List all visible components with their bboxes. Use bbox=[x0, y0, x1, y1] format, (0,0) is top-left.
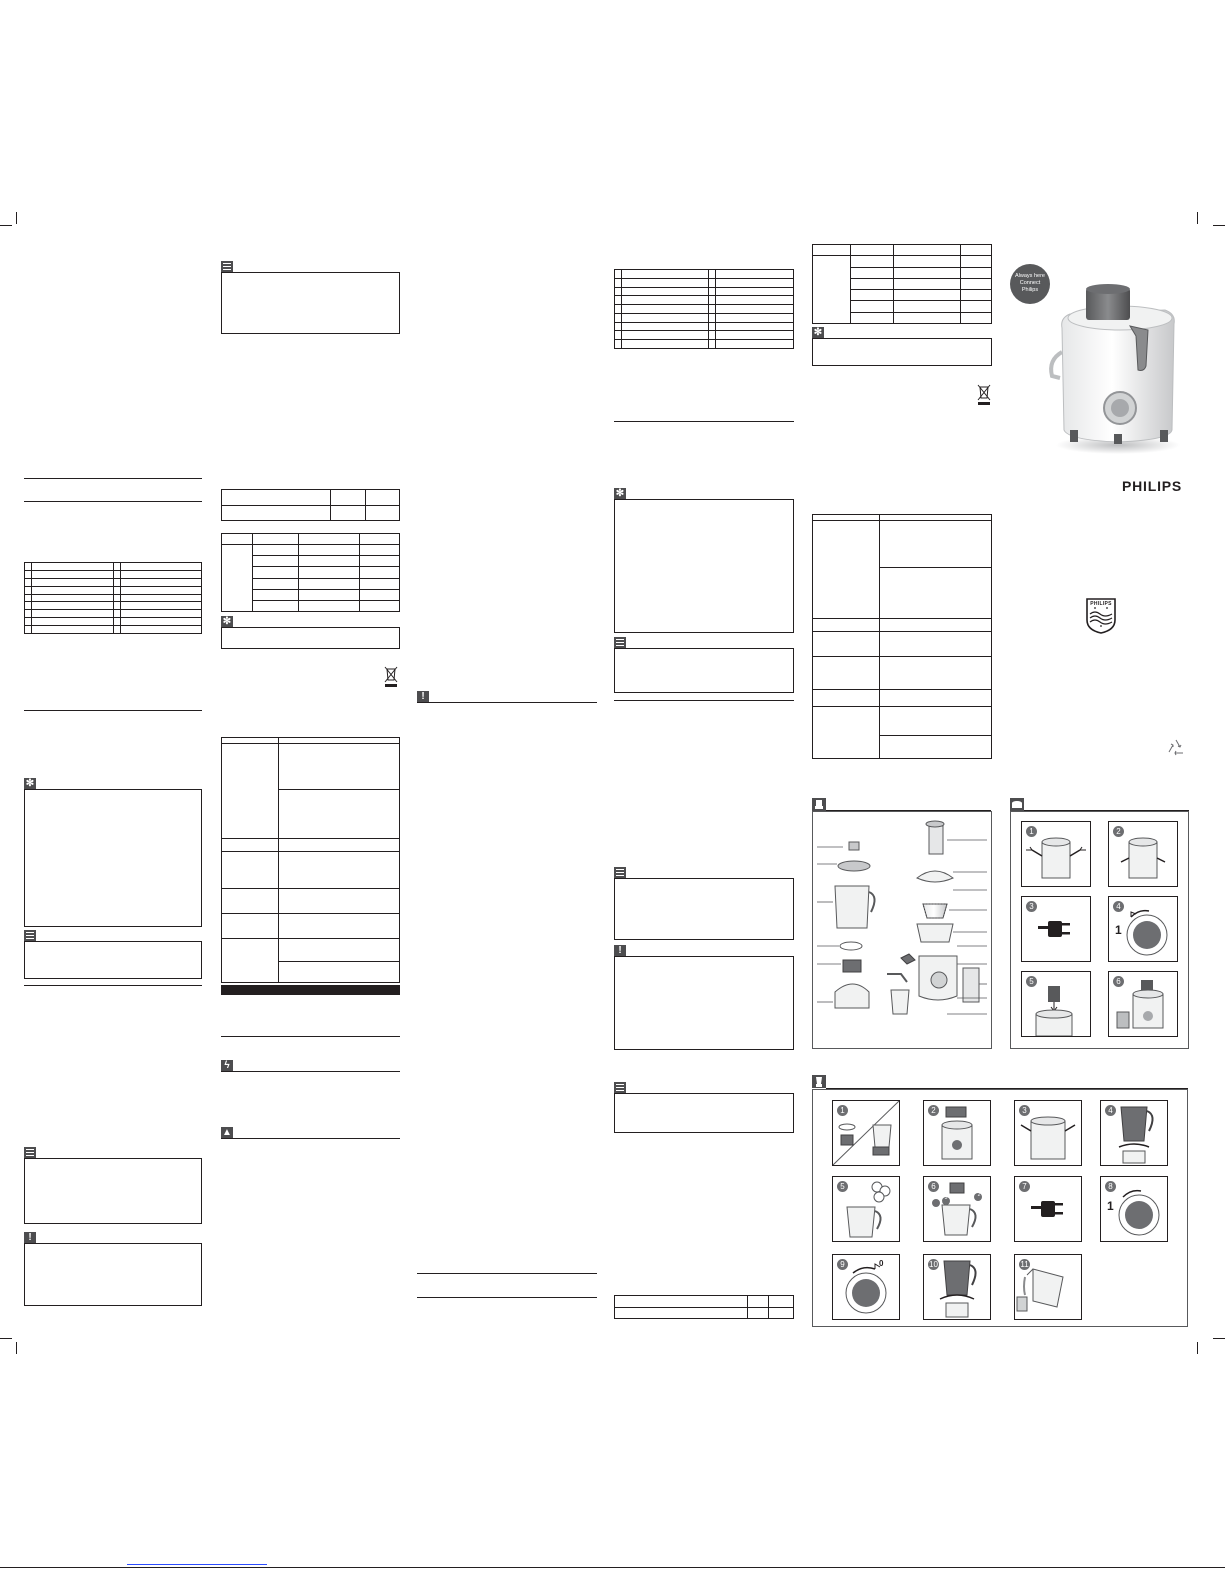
blender-step-7 bbox=[1014, 1176, 1082, 1242]
tip-icon: ✻ bbox=[813, 327, 823, 338]
juicer-assembly-icon bbox=[1010, 798, 1024, 811]
speed-zero-label: 0 bbox=[879, 1259, 884, 1268]
tip-box bbox=[614, 499, 794, 633]
blender-step-11 bbox=[1014, 1254, 1082, 1320]
juicer-step-3 bbox=[1021, 896, 1091, 962]
note-box bbox=[221, 272, 400, 334]
juicer-step-6 bbox=[1108, 971, 1178, 1037]
blender-step-8 bbox=[1100, 1176, 1168, 1242]
sticker-line-2: Connect bbox=[1019, 280, 1041, 286]
note-box bbox=[614, 878, 794, 940]
step-number: 9 bbox=[837, 1259, 848, 1270]
blender-step-5 bbox=[832, 1176, 900, 1242]
juicer-section-icon bbox=[812, 798, 826, 811]
juicer-parts-panel bbox=[812, 811, 992, 1049]
step-number: 2 bbox=[928, 1105, 939, 1116]
warning-icon: ▲ bbox=[222, 1127, 232, 1138]
note-icon bbox=[24, 930, 36, 941]
blender-step-3 bbox=[1014, 1100, 1082, 1166]
note-box bbox=[24, 1158, 202, 1224]
caution-box bbox=[24, 1243, 202, 1306]
caution-icon: ! bbox=[417, 691, 429, 702]
parts-table-1 bbox=[24, 562, 202, 634]
caution-icon: ! bbox=[614, 945, 626, 956]
step-number: 8 bbox=[1105, 1181, 1116, 1192]
speed-label: 1 bbox=[1107, 1199, 1114, 1213]
recycle-icon bbox=[1166, 738, 1186, 756]
note-icon bbox=[221, 261, 233, 272]
step-number: 10 bbox=[929, 1260, 938, 1269]
spec-table-2 bbox=[614, 1295, 794, 1319]
recipe-table bbox=[221, 533, 400, 612]
tip-icon: ✻ bbox=[615, 488, 625, 499]
step-number: 2 bbox=[1113, 826, 1124, 837]
note-box bbox=[614, 648, 794, 693]
crossed-bin-icon bbox=[384, 666, 398, 688]
troubleshooting-table-2 bbox=[812, 514, 992, 759]
step-number: 5 bbox=[1026, 976, 1037, 987]
section-bar bbox=[221, 985, 400, 995]
shield-text: PHILIPS bbox=[1090, 601, 1112, 607]
step-number: 6 bbox=[1113, 976, 1124, 987]
lightning-icon: ϟ bbox=[221, 1060, 233, 1071]
tip-icon: ✻ bbox=[222, 616, 232, 627]
note-icon bbox=[614, 1082, 626, 1093]
sub-marker-3: 3 bbox=[944, 1195, 948, 1201]
tip-box bbox=[812, 338, 992, 366]
juicer-step-1 bbox=[1021, 821, 1091, 887]
footer-link[interactable] bbox=[127, 1552, 267, 1565]
blender-step-9 bbox=[832, 1254, 900, 1320]
sticker-line-3: Philips bbox=[1021, 287, 1039, 293]
sub-marker-2: 2 bbox=[977, 1192, 981, 1198]
note-box bbox=[614, 1093, 794, 1133]
caution-icon: ! bbox=[24, 1232, 36, 1243]
tip-box bbox=[24, 789, 202, 927]
step-number: 4 bbox=[1113, 901, 1124, 912]
juicer-step-5 bbox=[1021, 971, 1091, 1037]
step-number: 5 bbox=[837, 1181, 848, 1192]
blender-step-10 bbox=[923, 1254, 991, 1320]
step-number: 6 bbox=[928, 1181, 939, 1192]
tip-box bbox=[221, 627, 400, 649]
troubleshooting-table-1 bbox=[221, 737, 400, 983]
blender-step-1 bbox=[832, 1100, 900, 1166]
note-icon bbox=[614, 867, 626, 878]
step-number: 11 bbox=[1020, 1260, 1029, 1269]
step-number: 1 bbox=[837, 1105, 848, 1116]
step-number: 3 bbox=[1019, 1105, 1030, 1116]
step-number: 7 bbox=[1019, 1181, 1030, 1192]
parts-table-2 bbox=[614, 269, 794, 349]
speed-label: 1 bbox=[1115, 923, 1122, 937]
juicer-step-4 bbox=[1108, 896, 1178, 962]
step-number: 1 bbox=[1026, 826, 1037, 837]
philips-wordmark: PHILIPS bbox=[1122, 478, 1183, 494]
spec-table bbox=[221, 489, 400, 521]
step-number: 4 bbox=[1105, 1105, 1116, 1116]
crossed-bin-icon bbox=[977, 384, 991, 406]
blender-step-6 bbox=[923, 1176, 991, 1242]
note-icon bbox=[24, 1147, 36, 1158]
blender-step-4 bbox=[1100, 1100, 1168, 1166]
step-number: 3 bbox=[1026, 901, 1037, 912]
note-icon bbox=[614, 637, 626, 648]
caution-box bbox=[614, 956, 794, 1050]
sub-marker-1: 1 bbox=[939, 1198, 943, 1204]
juicer-step-2 bbox=[1108, 821, 1178, 887]
tip-icon: ✻ bbox=[25, 778, 35, 789]
juicer-product-image bbox=[1040, 280, 1190, 455]
sticker-line-1: Always here bbox=[1015, 273, 1045, 279]
blender-step-2 bbox=[923, 1100, 991, 1166]
note-box bbox=[24, 941, 202, 979]
recipe-table-2 bbox=[812, 244, 992, 324]
blender-section-icon bbox=[812, 1075, 826, 1088]
